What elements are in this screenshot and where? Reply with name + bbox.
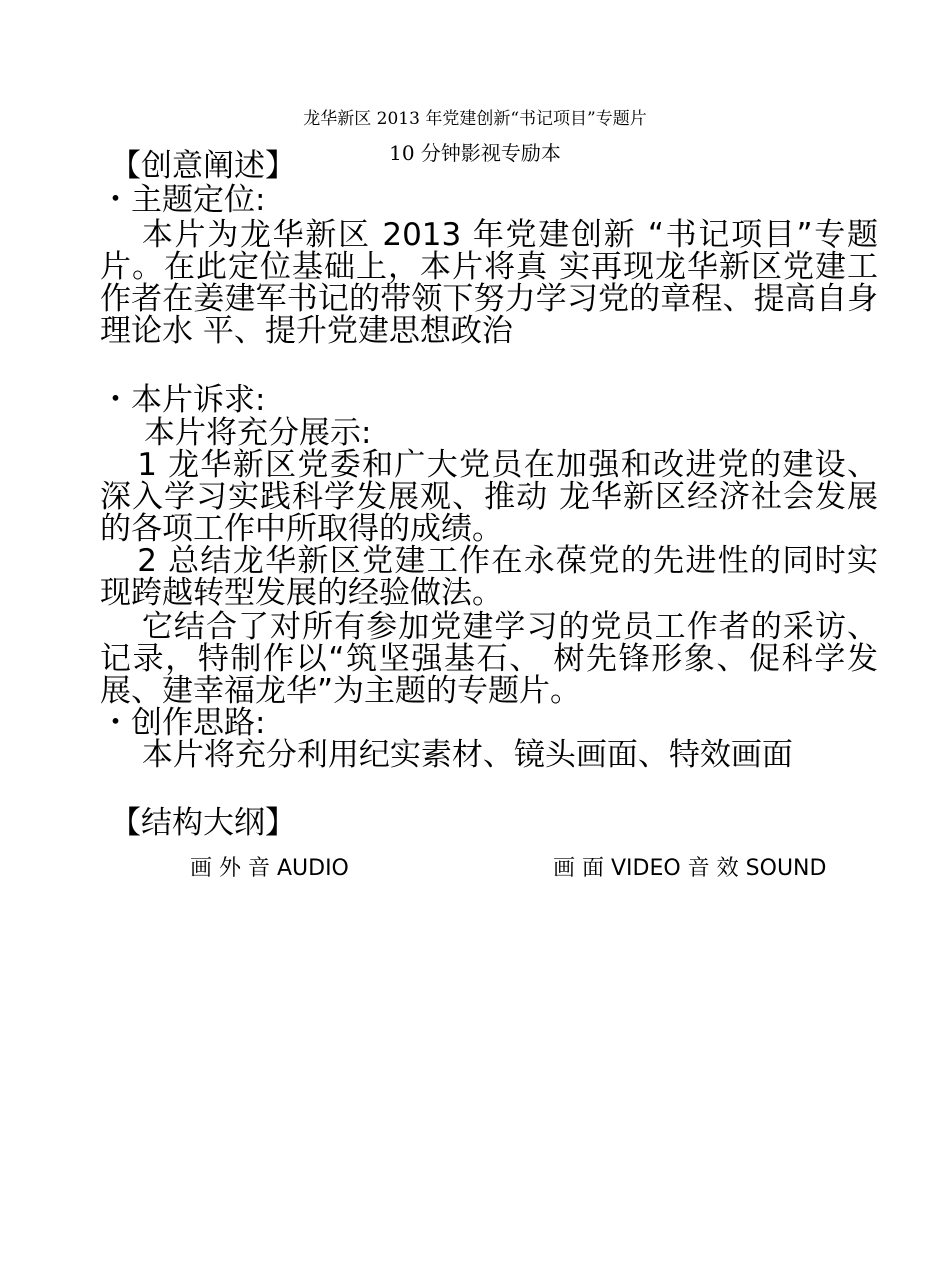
structure-heading: 【结构大纲】	[110, 805, 296, 841]
theme-label: ・主题定位:	[100, 182, 266, 218]
appeal-item-1: 1 龙华新区党委和广大党员在加强和改进党的建设、深入学习实践科学发展观、推动 龙华新区经济社会发展的各项工作中所取得的成绩。	[100, 447, 878, 547]
document-subtitle: 10 分钟影视专励本	[389, 141, 561, 165]
appeal-item-2: 2 总结龙华新区党建工作在永葆党的先进性的同时实现跨越转型发展的经验做法。	[100, 543, 878, 611]
appeal-intro: 本片将充分展示:	[144, 415, 372, 451]
creative-heading: 【创意阐述】	[110, 148, 296, 184]
column-header-video-sound: 画 面 VIDEO 音 效 SOUND	[553, 856, 827, 881]
theme-text: 本片为龙华新区 2013 年党建创新 “书记项目”专题片。在此定位基础上，本片将真 实再现龙华新区党建工作者在姜建军书记的带领下努力学习党的章程、提高自身理论水 平、提升党建思想政治	[100, 217, 878, 349]
document-title: 龙华新区 2013 年党建创新“书记项目”专题片	[303, 109, 647, 129]
appeal-label: ・本片诉求:	[100, 382, 266, 418]
column-header-audio: 画 外 音 AUDIO	[190, 856, 349, 881]
appeal-item-3: 它结合了对所有参加党建学习的党员工作者的采访、记录，特制作以“筑坚强基石、 树先锋形象、促科学发展、建幸福龙华”为主题的专题片。	[100, 609, 878, 709]
ideas-text: 本片将充分利用纪实素材、镜头画面、特效画面	[141, 737, 793, 773]
ideas-label: ・创作思路:	[100, 705, 266, 741]
